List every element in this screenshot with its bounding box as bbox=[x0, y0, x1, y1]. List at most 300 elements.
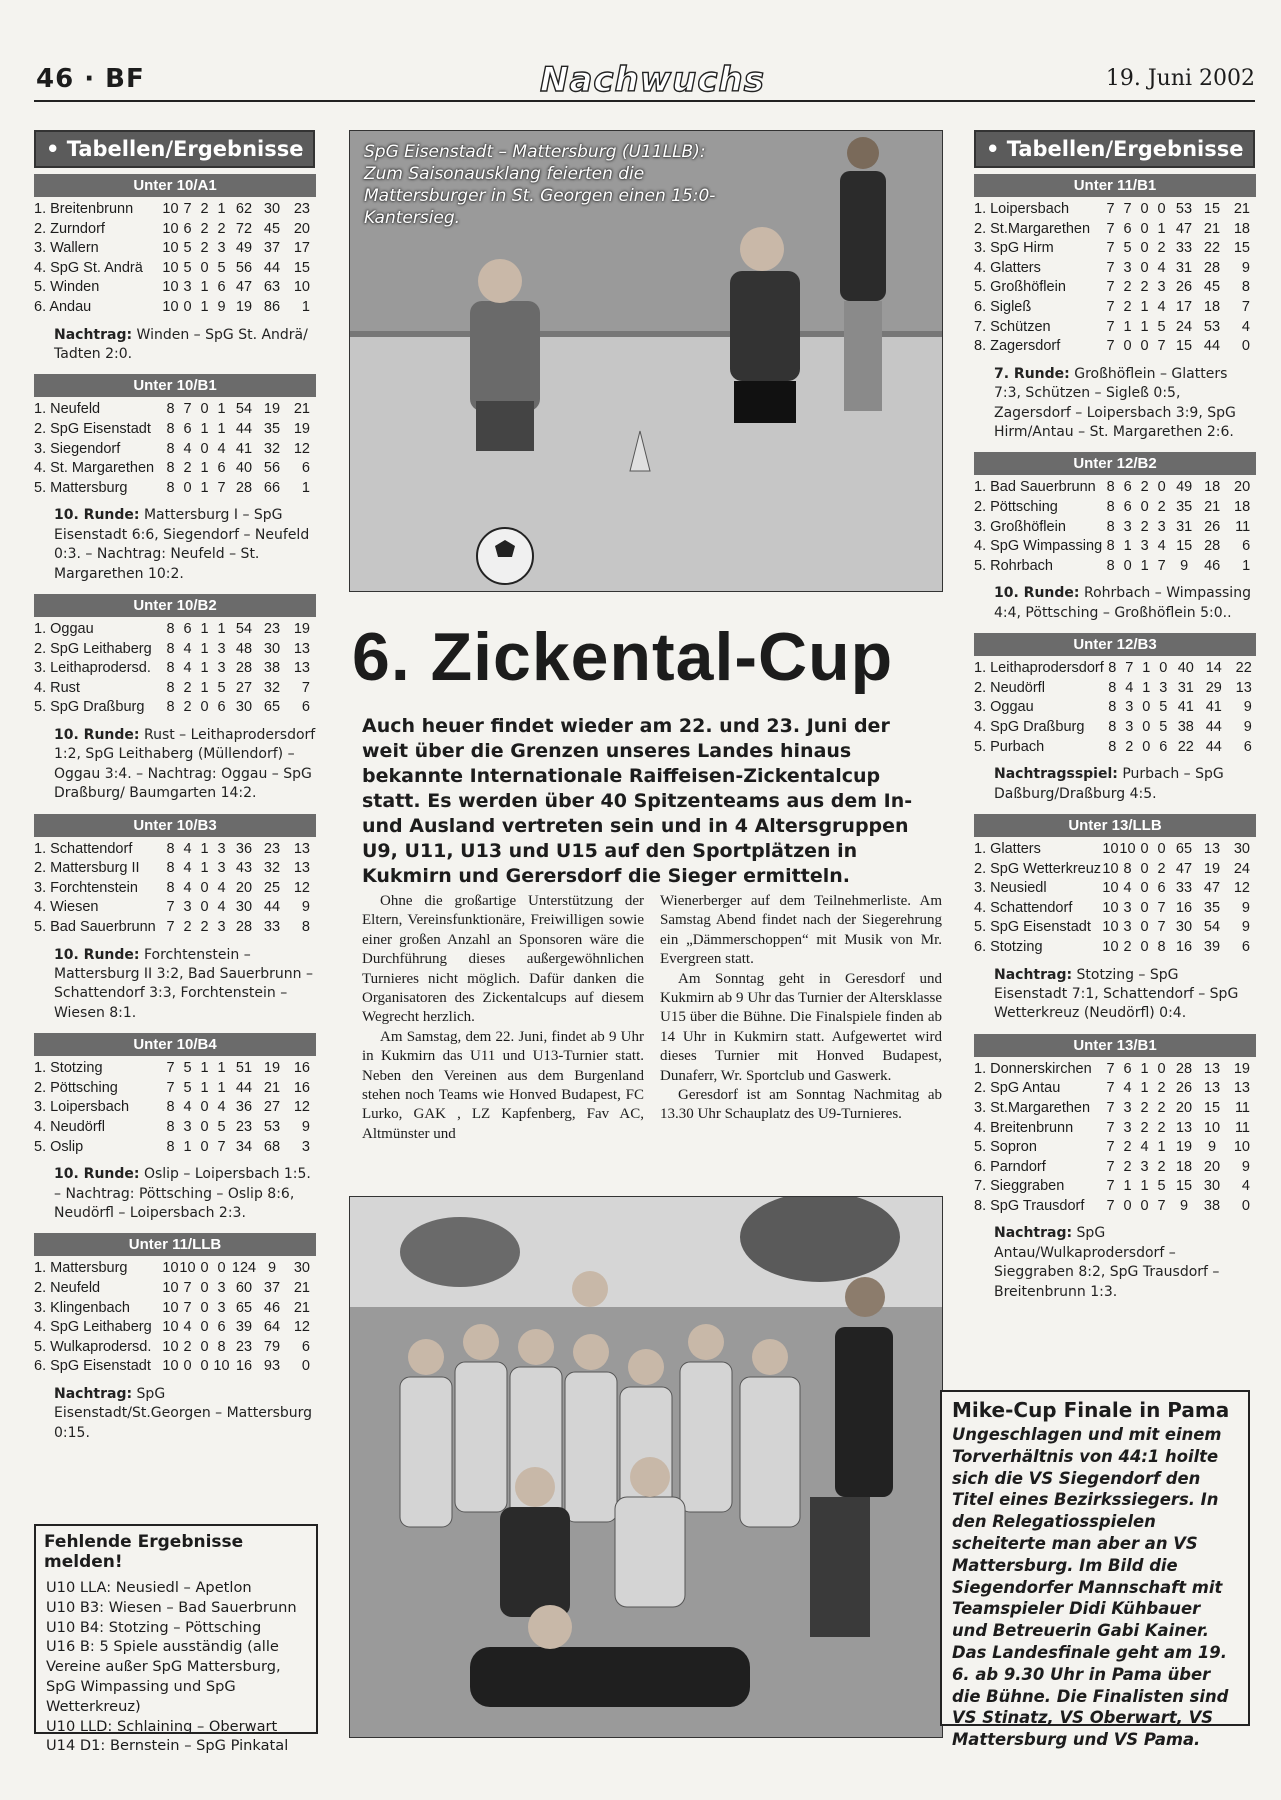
team-name: 5. Oslip bbox=[34, 1138, 84, 1155]
stat-value: 79 bbox=[263, 1338, 281, 1355]
stat-value: 51 bbox=[235, 1060, 253, 1077]
stat-value: 23 bbox=[263, 620, 281, 637]
stat-value: 49 bbox=[235, 240, 253, 257]
table-row bbox=[974, 1138, 1250, 1158]
stat-value: 30 bbox=[1233, 840, 1250, 857]
stat-value: 9 bbox=[1241, 899, 1250, 916]
table-row bbox=[974, 1197, 1250, 1217]
stat-value: 2 bbox=[1123, 1158, 1132, 1175]
stat-value: 45 bbox=[1203, 279, 1221, 296]
stat-value: 6 bbox=[301, 699, 310, 716]
standings-table-title: Unter 13/B1 bbox=[974, 1034, 1256, 1057]
stat-value: 0 bbox=[200, 1279, 209, 1296]
stat-value: 3 bbox=[217, 660, 226, 677]
table-row bbox=[34, 698, 310, 718]
stat-value: 0 bbox=[1140, 1197, 1149, 1214]
stat-value: 1 bbox=[1123, 1178, 1132, 1195]
stat-value: 1 bbox=[301, 479, 310, 496]
stat-value: 13 bbox=[293, 640, 310, 657]
stat-value: 1 bbox=[183, 1138, 192, 1155]
results-note-text: Winden – SpG St. Andrä/ Tadten 2:0. bbox=[54, 326, 308, 362]
team-name: 2. Mattersburg II bbox=[34, 860, 140, 877]
stat-value: 7 bbox=[1106, 1119, 1115, 1136]
stat-value: 2 bbox=[200, 240, 209, 257]
stat-value: 18 bbox=[1233, 220, 1250, 237]
table-row bbox=[974, 1158, 1250, 1178]
stat-value: 65 bbox=[235, 1299, 253, 1316]
results-note-label: Nachtrag: bbox=[54, 1385, 133, 1402]
stat-value: 3 bbox=[217, 1279, 226, 1296]
stat-value: 6 bbox=[217, 699, 226, 716]
stat-value: 3 bbox=[217, 860, 226, 877]
stat-value: 10 bbox=[1233, 1139, 1250, 1156]
table-row bbox=[974, 478, 1250, 498]
stat-value: 45 bbox=[263, 220, 281, 237]
stat-value: 3 bbox=[217, 240, 226, 257]
stat-value: 3 bbox=[1123, 259, 1132, 276]
stat-value: 0 bbox=[1140, 259, 1149, 276]
stat-value: 5 bbox=[183, 259, 192, 276]
stat-value: 0 bbox=[200, 879, 209, 896]
stat-value: 17 bbox=[1175, 298, 1193, 315]
stat-value: 10 bbox=[1102, 860, 1119, 877]
standings-table bbox=[34, 1059, 310, 1157]
table-row bbox=[974, 498, 1250, 518]
stat-value: 40 bbox=[1177, 660, 1194, 677]
stat-value: 4 bbox=[1157, 259, 1166, 276]
table-row bbox=[34, 259, 310, 279]
table-row bbox=[34, 1318, 310, 1338]
article-paragraph: Wienerberger auf dem Teilnehmerliste. Am Samstag Abend findet nach der Siegerehrung ein „Dämmerschoppen“ mit Musik von Mr. Evergreen statt. bbox=[660, 893, 942, 968]
stat-value: 10 bbox=[162, 1279, 179, 1296]
stat-value: 2 bbox=[1125, 738, 1134, 755]
stat-value: 23 bbox=[235, 1338, 253, 1355]
stat-value: 36 bbox=[235, 1099, 253, 1116]
table-row bbox=[974, 718, 1252, 738]
stat-value: 3 bbox=[1125, 718, 1134, 735]
table-row bbox=[974, 1079, 1250, 1099]
team-name: 2. Zurndorf bbox=[34, 220, 105, 237]
stat-value: 0 bbox=[1140, 899, 1149, 916]
table-row bbox=[34, 1138, 310, 1158]
team-name: 4. Rust bbox=[34, 679, 80, 696]
stat-value: 7 bbox=[1106, 220, 1115, 237]
stat-value: 9 bbox=[267, 1260, 277, 1277]
team-name: 5. Wulkaprodersd. bbox=[34, 1338, 152, 1355]
stat-value: 3 bbox=[183, 279, 192, 296]
stat-value: 1 bbox=[1157, 1139, 1166, 1156]
stat-value: 9 bbox=[301, 1118, 310, 1135]
stat-value: 0 bbox=[200, 1338, 209, 1355]
stat-value: 31 bbox=[1177, 679, 1194, 696]
stat-value: 41 bbox=[1177, 699, 1194, 716]
team-name: 1. Schattendorf bbox=[34, 840, 133, 857]
table-row bbox=[974, 679, 1252, 699]
stat-value: 10 bbox=[1203, 1119, 1221, 1136]
stat-value: 2 bbox=[183, 699, 192, 716]
stat-value: 6 bbox=[1242, 538, 1251, 555]
team-name: 4. Breitenbrunn bbox=[974, 1119, 1074, 1136]
stat-value: 22 bbox=[1203, 240, 1221, 257]
stat-value: 10 bbox=[162, 298, 179, 315]
table-row bbox=[974, 938, 1250, 958]
results-note-text: Mattersburg I – SpG Eisenstadt 6:6, Siegendorf – Neufeld 0:3. – Nachtrag: Neufeld – St. Margarethen 10:2. bbox=[54, 507, 310, 582]
stat-value: 7 bbox=[1106, 1060, 1115, 1077]
stat-value: 28 bbox=[1204, 538, 1221, 555]
table-row bbox=[34, 479, 310, 499]
stat-value: 0 bbox=[200, 1138, 209, 1155]
stat-value: 31 bbox=[1175, 259, 1193, 276]
stat-value: 0 bbox=[1140, 240, 1149, 257]
stat-value: 9 bbox=[301, 899, 310, 916]
stat-value: 62 bbox=[235, 201, 253, 217]
stat-value: 19 bbox=[1175, 1139, 1193, 1156]
stat-value: 9 bbox=[1243, 699, 1252, 716]
stat-value: 19 bbox=[235, 298, 253, 315]
standings-table-title: Unter 10/B3 bbox=[34, 814, 316, 837]
stat-value: 8 bbox=[166, 1138, 175, 1155]
stat-value: 10 bbox=[1102, 840, 1119, 857]
results-note-text: Stotzing – SpG Eisenstadt 7:1, Schattendorf – SpG Wetterkreuz (Neudörfl) 0:4. bbox=[994, 966, 1239, 1022]
stat-value: 1 bbox=[200, 298, 209, 315]
stat-value: 5 bbox=[183, 1079, 192, 1096]
stat-value: 10 bbox=[1102, 938, 1119, 955]
stat-value: 6 bbox=[1241, 938, 1250, 955]
stat-value: 3 bbox=[301, 1138, 310, 1155]
stat-value: 7 bbox=[1123, 201, 1132, 217]
stat-value: 28 bbox=[1203, 259, 1221, 276]
results-note-label: Nachtrag: bbox=[994, 966, 1073, 983]
stat-value: 44 bbox=[1205, 738, 1222, 755]
article-paragraph: Geresdorf ist am Sonntag Nachmitag ab 13.30 Uhr Schauplatz des U9-Turnieres. bbox=[660, 1087, 942, 1123]
stat-value: 5 bbox=[1123, 240, 1132, 257]
team-name: 2. Pöttsching bbox=[974, 498, 1058, 515]
stat-value: 2 bbox=[1123, 938, 1132, 955]
standings-table-title: Unter 10/B2 bbox=[34, 594, 316, 617]
stat-value: 8 bbox=[166, 660, 175, 677]
stat-value: 7 bbox=[1106, 201, 1115, 217]
stat-value: 12 bbox=[293, 1319, 310, 1336]
stat-value: 3 bbox=[217, 840, 226, 857]
stat-value: 12 bbox=[293, 440, 310, 457]
table-row bbox=[34, 840, 310, 860]
stat-value: 13 bbox=[293, 660, 310, 677]
table-row bbox=[974, 239, 1250, 259]
team-name: 1. Loipersbach bbox=[974, 201, 1070, 217]
stat-value: 2 bbox=[1140, 1119, 1149, 1136]
stat-value: 5 bbox=[217, 259, 226, 276]
stat-value: 15 bbox=[1203, 201, 1221, 217]
stat-value: 0 bbox=[200, 1358, 209, 1375]
stat-value: 1 bbox=[1140, 1060, 1149, 1077]
stat-value: 19 bbox=[1203, 860, 1221, 877]
stat-value: 34 bbox=[235, 1138, 253, 1155]
team-name: 3. St.Margarethen bbox=[974, 1099, 1091, 1116]
table-row bbox=[974, 879, 1250, 899]
table-row bbox=[34, 1259, 310, 1279]
stat-value: 2 bbox=[200, 918, 209, 935]
stat-value: 1 bbox=[1123, 318, 1132, 335]
table-row bbox=[974, 278, 1250, 298]
stat-value: 10 bbox=[1119, 840, 1136, 857]
stat-value: 0 bbox=[1140, 880, 1149, 897]
team-name: 3. Neusiedl bbox=[974, 880, 1047, 897]
stat-value: 3 bbox=[1159, 679, 1168, 696]
stat-value: 1 bbox=[217, 420, 226, 437]
stat-value: 7 bbox=[1106, 338, 1115, 355]
stat-value: 1 bbox=[200, 1060, 209, 1077]
stat-value: 8 bbox=[1106, 498, 1115, 515]
stat-value: 46 bbox=[1204, 557, 1221, 574]
match-photo bbox=[349, 130, 943, 592]
missing-results-item: U10 B3: Wiesen – Bad Sauerbrunn bbox=[46, 1598, 297, 1616]
stat-value: 68 bbox=[263, 1138, 281, 1155]
stat-value: 8 bbox=[1157, 938, 1166, 955]
table-row bbox=[34, 298, 310, 318]
stat-value: 6 bbox=[1157, 880, 1166, 897]
team-name: 1. Leithaprodersdorf bbox=[974, 660, 1104, 677]
stat-value: 0 bbox=[183, 298, 192, 315]
stat-value: 0 bbox=[1157, 1060, 1166, 1077]
table-row bbox=[34, 640, 310, 660]
stat-value: 8 bbox=[1241, 279, 1250, 296]
stat-value: 7 bbox=[1125, 660, 1134, 677]
stat-value: 63 bbox=[263, 279, 281, 296]
stat-value: 30 bbox=[235, 899, 253, 916]
stat-value: 4 bbox=[217, 899, 226, 916]
stat-value: 44 bbox=[235, 1079, 253, 1096]
stat-value: 1 bbox=[1140, 557, 1149, 574]
stat-value: 10 bbox=[162, 1358, 179, 1375]
team-name: 6. Andau bbox=[34, 298, 92, 315]
stat-value: 4 bbox=[1125, 679, 1134, 696]
stat-value: 0 bbox=[183, 479, 192, 496]
stat-value: 5 bbox=[217, 679, 226, 696]
results-note-text: Forchtenstein – Mattersburg II 3:2, Bad Sauerbrunn – Schattendorf 3:3, Forchtenstein – Wiesen 8:1. bbox=[54, 946, 313, 1021]
stat-value: 21 bbox=[293, 401, 310, 418]
stat-value: 10 bbox=[162, 240, 179, 257]
table-row bbox=[34, 459, 310, 479]
stat-value: 7 bbox=[166, 918, 175, 935]
stat-value: 8 bbox=[166, 460, 175, 477]
stat-value: 19 bbox=[293, 420, 310, 437]
stat-value: 18 bbox=[1175, 1158, 1193, 1175]
stat-value: 18 bbox=[1234, 498, 1251, 515]
header-rule bbox=[34, 100, 1255, 102]
team-name: 2. St.Margarethen bbox=[974, 220, 1091, 237]
table-row bbox=[34, 1279, 310, 1299]
stat-value: 33 bbox=[263, 918, 281, 935]
stat-value: 11 bbox=[1234, 1119, 1250, 1136]
stat-value: 0 bbox=[200, 1260, 209, 1277]
team-name: 2. SpG Wetterkreuz bbox=[974, 860, 1102, 877]
results-note bbox=[54, 1385, 316, 1443]
stat-value: 7 bbox=[1106, 1139, 1115, 1156]
stat-value: 7 bbox=[1106, 1158, 1115, 1175]
stat-value: 9 bbox=[1179, 1197, 1189, 1214]
stat-value: 3 bbox=[1157, 279, 1166, 296]
stat-value: 4 bbox=[183, 440, 192, 457]
team-photo-illustration bbox=[350, 1197, 942, 1737]
mike-cup-body: Ungeschlagen und mit einem Torverhältnis von 44:1 hoilte sich die VS Siegendorf den Titel eines Bezirkssiegers. In den Relegatiosspielen scheiterte man aber an VS Mattersburg. Im Bild die Siegendorfer Mannschaft mit Teamspieler Didi Kühbauer und Betreuerin Gabi Kainer. Das Landesfinale geht am 19. 6. ab 9.30 Uhr in Pama über die Bühne. Die Finalisten sind VS Stinatz, VS Oberwart, VS Mattersburg und VS Pama. bbox=[952, 1425, 1229, 1750]
stat-value: 21 bbox=[293, 1299, 310, 1316]
stat-value: 53 bbox=[263, 1118, 281, 1135]
stat-value: 65 bbox=[263, 699, 281, 716]
results-note bbox=[54, 726, 316, 804]
team-name: 1. Oggau bbox=[34, 620, 94, 637]
stat-value: 72 bbox=[235, 220, 253, 237]
stat-value: 1 bbox=[200, 679, 209, 696]
stat-value: 1 bbox=[1140, 318, 1149, 335]
stat-value: 16 bbox=[1175, 899, 1193, 916]
stat-value: 2 bbox=[1157, 240, 1166, 257]
stat-value: 39 bbox=[235, 1319, 253, 1336]
stat-value: 47 bbox=[235, 279, 253, 296]
stat-value: 7 bbox=[183, 1279, 192, 1296]
stat-value: 30 bbox=[1175, 919, 1193, 936]
stat-value: 37 bbox=[263, 1279, 281, 1296]
stat-value: 1 bbox=[217, 620, 226, 637]
stat-value: 5 bbox=[183, 240, 192, 257]
table-row bbox=[974, 537, 1250, 557]
results-note-text: Oslip – Loipersbach 1:5. – Nachtrag: Pöttsching – Oslip 8:6, Neudörfl – Loipersbach 2:3. bbox=[54, 1166, 311, 1221]
standings-table bbox=[34, 400, 310, 498]
table-row bbox=[974, 259, 1250, 279]
stat-value: 54 bbox=[235, 620, 253, 637]
stat-value: 0 bbox=[1140, 860, 1149, 877]
stat-value: 3 bbox=[217, 1299, 226, 1316]
standings-table bbox=[974, 200, 1250, 357]
standings-table-title: Unter 10/B4 bbox=[34, 1033, 316, 1056]
stat-value: 15 bbox=[293, 259, 310, 276]
stat-value: 12 bbox=[293, 879, 310, 896]
team-name: 5. Sopron bbox=[974, 1139, 1037, 1156]
stat-value: 7 bbox=[1157, 899, 1166, 916]
stat-value: 10 bbox=[1102, 880, 1119, 897]
stat-value: 5 bbox=[1159, 718, 1168, 735]
stat-value: 0 bbox=[1140, 919, 1149, 936]
stat-value: 38 bbox=[1203, 1197, 1221, 1214]
stat-value: 13 bbox=[293, 860, 310, 877]
stat-value: 8 bbox=[166, 479, 175, 496]
missing-results-title: Fehlende Ergebnisse melden! bbox=[44, 1532, 244, 1572]
standings-table-title: Unter 13/LLB bbox=[974, 814, 1256, 837]
stat-value: 7 bbox=[183, 401, 192, 418]
table-row bbox=[974, 659, 1252, 679]
stat-value: 0 bbox=[1140, 938, 1149, 955]
stat-value: 4 bbox=[1241, 1178, 1250, 1195]
stat-value: 8 bbox=[166, 1118, 175, 1135]
team-name: 5. SpG Eisenstadt bbox=[974, 919, 1091, 936]
stat-value: 10 bbox=[293, 279, 310, 296]
table-row bbox=[34, 1118, 310, 1138]
standings-table bbox=[34, 1259, 310, 1377]
stat-value: 3 bbox=[1157, 518, 1166, 535]
team-name: 2. Neufeld bbox=[34, 1279, 101, 1296]
team-name: 4. SpG Wimpassing bbox=[974, 538, 1103, 555]
stat-value: 21 bbox=[263, 1079, 281, 1096]
table-row bbox=[974, 738, 1252, 758]
stat-value: 1 bbox=[217, 401, 226, 418]
stat-value: 8 bbox=[166, 699, 175, 716]
mike-cup-box bbox=[940, 1390, 1250, 1750]
stat-value: 19 bbox=[263, 401, 281, 418]
stat-value: 2 bbox=[217, 220, 226, 237]
stat-value: 13 bbox=[1233, 1080, 1250, 1097]
team-name: 4. SpG Leithaberg bbox=[34, 1319, 152, 1336]
results-note bbox=[994, 584, 1256, 623]
stat-value: 31 bbox=[1176, 518, 1193, 535]
stat-value: 30 bbox=[263, 201, 281, 217]
stat-value: 46 bbox=[263, 1299, 281, 1316]
stat-value: 7 bbox=[1157, 557, 1166, 574]
table-row bbox=[34, 1079, 310, 1099]
results-note-label: 10. Runde: bbox=[54, 946, 140, 963]
missing-results-item: U16 B: 5 Spiele ausständig (alle Vereine außer SpG Mattersburg, SpG Wimpassing und SpG Wetterkreuz) bbox=[46, 1638, 281, 1715]
stat-value: 10 bbox=[162, 220, 179, 237]
stat-value: 10 bbox=[213, 1358, 230, 1375]
stat-value: 7 bbox=[1106, 259, 1115, 276]
stat-value: 0 bbox=[200, 699, 209, 716]
team-name: 2. SpG Antau bbox=[974, 1080, 1061, 1097]
stat-value: 28 bbox=[235, 660, 253, 677]
team-name: 5. Rohrbach bbox=[974, 557, 1053, 574]
stat-value: 4 bbox=[183, 840, 192, 857]
stat-value: 1 bbox=[200, 479, 209, 496]
stat-value: 1 bbox=[1142, 660, 1151, 677]
stat-value: 33 bbox=[1175, 880, 1193, 897]
stat-value: 44 bbox=[263, 259, 281, 276]
standings-table bbox=[974, 840, 1250, 958]
stat-value: 4 bbox=[217, 879, 226, 896]
stat-value: 1 bbox=[200, 660, 209, 677]
team-name: 3. Oggau bbox=[974, 699, 1034, 716]
table-row bbox=[974, 337, 1250, 357]
stat-value: 7 bbox=[1106, 298, 1115, 315]
article-column-1 bbox=[362, 892, 644, 1144]
stat-value: 7 bbox=[183, 201, 192, 217]
table-row bbox=[974, 698, 1252, 718]
stat-value: 13 bbox=[1235, 679, 1252, 696]
stat-value: 2 bbox=[183, 679, 192, 696]
table-row bbox=[34, 278, 310, 298]
stat-value: 0 bbox=[1142, 718, 1151, 735]
stat-value: 27 bbox=[235, 679, 253, 696]
stat-value: 3 bbox=[1123, 518, 1132, 535]
stat-value: 1 bbox=[1142, 679, 1151, 696]
stat-value: 0 bbox=[217, 1260, 226, 1277]
missing-results-item: U10 LLA: Neusiedl – Apetlon bbox=[46, 1579, 252, 1596]
stat-value: 54 bbox=[235, 401, 253, 418]
team-name: 5. Mattersburg bbox=[34, 479, 128, 496]
stat-value: 44 bbox=[235, 420, 253, 437]
team-name: 4. Glatters bbox=[974, 259, 1041, 276]
stat-value: 7 bbox=[1106, 1080, 1115, 1097]
team-name: 6. Sigleß bbox=[974, 298, 1032, 315]
stat-value: 3 bbox=[1123, 919, 1132, 936]
results-note-label: 10. Runde: bbox=[994, 585, 1080, 602]
standings-table bbox=[974, 1060, 1250, 1217]
stat-value: 0 bbox=[1140, 498, 1149, 515]
stat-value: 30 bbox=[1203, 1178, 1221, 1195]
stat-value: 47 bbox=[1175, 860, 1193, 877]
stat-value: 2 bbox=[1140, 518, 1149, 535]
stat-value: 2 bbox=[200, 220, 209, 237]
mike-cup-title: Mike-Cup Finale in Pama bbox=[952, 1398, 1230, 1422]
page-number: 46 · BF bbox=[36, 64, 145, 94]
stat-value: 2 bbox=[1157, 498, 1166, 515]
article-lead: Auch heuer findet wieder am 22. und 23. Juni der weit über die Grenzen unseres Landes hinaus bekannte Internationale Raiffeisen-Zickentalcup statt. Es werden über 40 Spitzenteams aus dem In- und Ausland vertreten sein und in 4 Altersgruppen U9, U11, U13 und U15 auf den Sportplätzen in Kukmirn und Gerersdorf die Sieger ermitteln. bbox=[362, 715, 913, 887]
